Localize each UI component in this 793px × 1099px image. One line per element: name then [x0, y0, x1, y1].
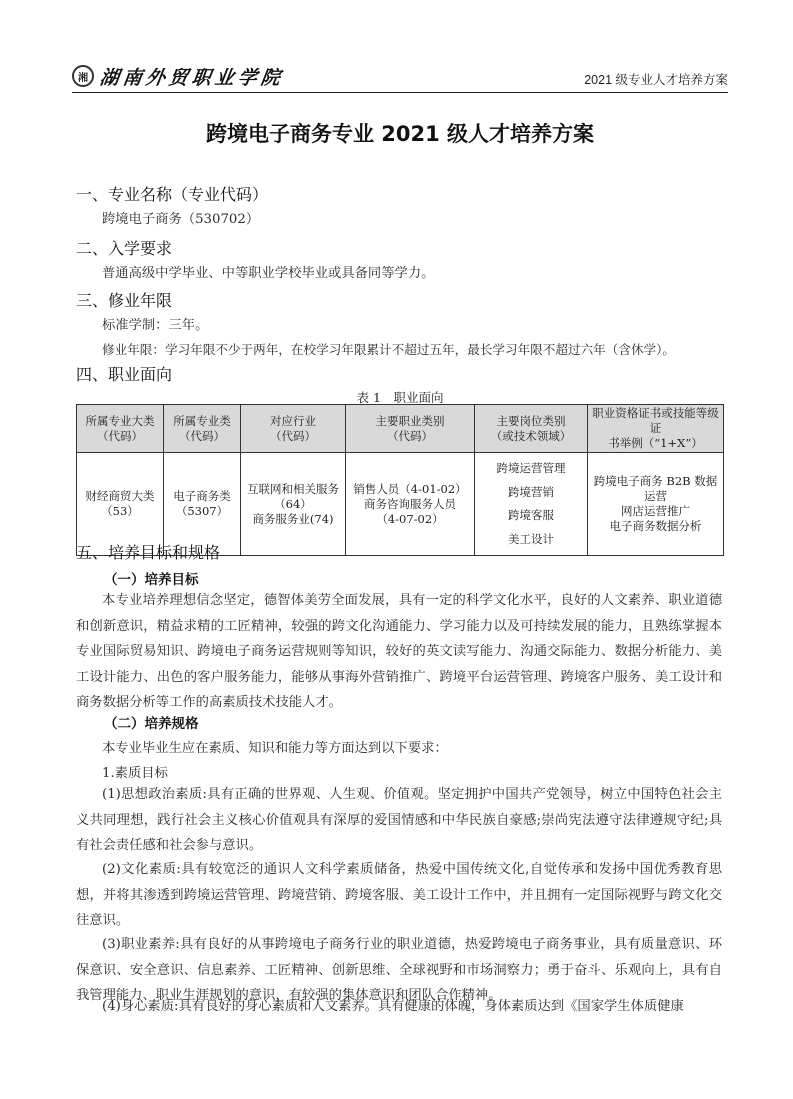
section-1-heading: 一、专业名称（专业代码）: [76, 185, 269, 204]
career-table: [76, 404, 724, 556]
spec-intro: 本专业毕业生应在素质、知识和能力等方面达到以下要求：: [102, 741, 448, 756]
school-seal-icon: 湘: [72, 65, 94, 87]
quality-heading: 1.素质目标: [102, 766, 168, 781]
header-cell: 职业资格证书或技能等级证 书举例（“1+X”）: [588, 405, 724, 453]
section-3-line-2: 修业年限：学习年限不少于两年，在校学习年限累计不超过五年，最长学习年限不超过六年（含休学）。: [102, 342, 676, 357]
table-caption: 表 1 职业面向: [356, 390, 444, 405]
table-cell: 跨境运营管理 跨境营销 跨境客服 美工设计: [475, 453, 588, 556]
table-cell: 电子商务类 （5307）: [164, 453, 241, 556]
subsection-goal-heading: （一）培养目标: [104, 572, 199, 588]
section-5-heading: 五、培养目标和规格: [76, 543, 221, 562]
section-1-body: 跨境电子商务（530702）: [102, 212, 260, 227]
table-cell: 财经商贸大类 （53）: [77, 453, 164, 556]
section-3-heading: 三、修业年限: [76, 291, 173, 310]
section-2-body: 普通高级中学毕业、中等职业学校毕业或具备同等学力。: [102, 266, 435, 281]
page-header: [72, 62, 728, 92]
quality-item-1: (1)思想政治素质:具有正确的世界观、人生观、价值观。坚定拥护中国共产党领导，树立中国特色社会主义共同理想，践行社会主义核心价值观具有深厚的爱国情感和中华民族自豪感;崇尚宪法遵守法律遵规守纪;具有社会责任感和社会参与意识。: [76, 787, 722, 853]
section-2-heading: 二、入学要求: [76, 239, 173, 258]
table-cell: 销售人员（4-01-02） 商务咨询服务人员 （4-07-02）: [346, 453, 475, 556]
header-cell: 主要职业类别 （代码）: [346, 405, 475, 453]
school-name: 湖南外贸职业学院: [98, 66, 286, 89]
table-cell: 互联网和相关服务 （64） 商务服务业(74): [241, 453, 346, 556]
page-title: 跨境电子商务专业 2021 级人才培养方案: [205, 122, 595, 146]
school-logo: [72, 64, 284, 88]
table-cell: 跨境电子商务 B2B 数据运营 网店运营推广 电子商务数据分析: [588, 453, 724, 556]
goal-paragraph: 本专业培养理想信念坚定，德智体美劳全面发展，具有一定的科学文化水平，良好的人文素养、职业道德和创新意识，精益求精的工匠精神，较强的跨文化沟通能力、学习能力以及可持续发展的能力，且熟练掌握本专业国际贸易知识、跨境电子商务运营规则等知识，较好的英文读写能力、沟通交际能力、数据分析能力、美工设计能力、出色的客户服务能力，能够从事海外营销推广、跨境平台运营管理、跨境客户服务、美工设计和商务数据分析等工作的高素质技术技能人才。: [76, 593, 722, 710]
header-cell: 主要岗位类别 （或技术领域）: [475, 405, 588, 453]
subsection-spec-heading: （二）培养规格: [104, 716, 199, 732]
quality-item-2: (2)文化素质:具有较宽泛的通识人文科学素质储备，热爱中国传统文化,自觉传承和发扬中国优秀教育思想，并将其渗透到跨境运营管理、跨境营销、跨境客服、美工设计工作中，并且拥有一定国际视野与跨文化交往意识。: [76, 862, 722, 928]
section-4-heading: 四、职业面向: [76, 365, 173, 384]
section-3-line-1: 标准学制：三年。: [102, 318, 209, 333]
header-cell: 对应行业 （代码）: [241, 405, 346, 453]
header-cell: 所属专业大类 （代码）: [77, 405, 164, 453]
header-cell: 所属专业类 （代码）: [164, 405, 241, 453]
table-header-row: [77, 405, 724, 453]
quality-item-3: (3)职业素养:具有良好的从事跨境电子商务行业的职业道德，热爱跨境电子商务事业，具有质量意识、环保意识、安全意识、信息素养、工匠精神、创新思维、全球视野和市场洞察力；勇于奋斗、乐观向上，具有自我管理能力、职业生涯规划的意识，有较强的集体意识和团队合作精神。: [76, 937, 722, 1003]
quality-item-4: (4)身心素质:具有良好的身心素质和人文素养。具有健康的体魄，身体素质达到《国家学生体质健康: [102, 999, 684, 1014]
header-doc-label: 2021 级专业人才培养方案: [584, 73, 728, 87]
header-divider: [72, 92, 728, 93]
